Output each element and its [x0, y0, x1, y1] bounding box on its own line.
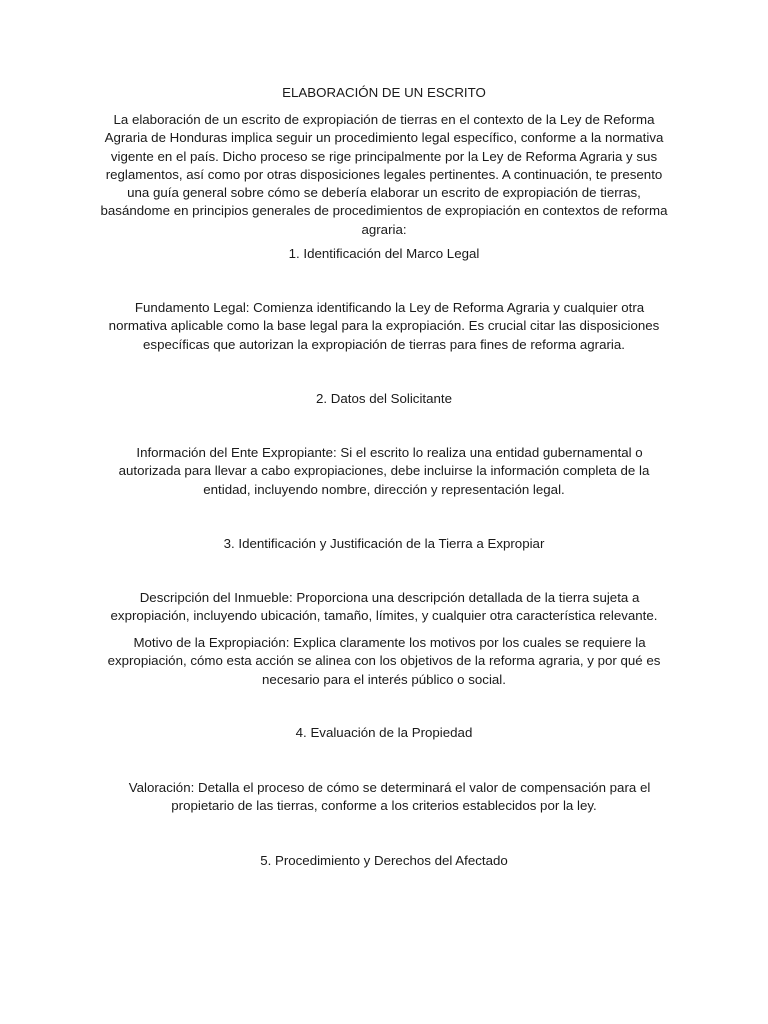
section-5-heading: 5. Procedimiento y Derechos del Afectado: [260, 853, 508, 868]
section-2-heading: 2. Datos del Solicitante: [315, 391, 452, 406]
section-1-paragraph-1: Fundamento Legal: Comienza identificando la Ley de Reforma Agraria y cualquier otra normativa aplicable como la base legal para la expropiación. Es crucial citar las disposiciones específicas que autorizan la expropiación de tierras para fines de reforma agraria.: [108, 300, 660, 352]
section-1-heading: 1. Identificación del Marco Legal: [288, 246, 480, 261]
section-3-paragraph-2: Motivo de la Expropiación: Explica claramente los motivos por los cuales se requiere la expropiación, cómo esta acción se alinea con los objetivos de la reforma agraria, y por qué es necesario para el interés público o social.: [107, 635, 661, 687]
section-4-paragraph-1: Valoración: Detalla el proceso de cómo se determinará el valor de compensación para el propietario de las tierras, conforme a los criterios establecidos por la ley.: [128, 780, 651, 814]
section-2-paragraph-1: Información del Ente Expropiante: Si el escrito lo realiza una entidad gubernamental o autorizada para llevar a cabo expropiaciones, debe incluirse la información completa de la entidad, incluyendo nombre, dirección y representación legal.: [118, 445, 650, 497]
section-3-heading: 3. Identificación y Justificación de la Tierra a Expropiar: [223, 536, 545, 551]
document-title: ELABORACIÓN DE UN ESCRITO: [282, 85, 486, 100]
intro-paragraph: La elaboración de un escrito de expropiación de tierras en el contexto de la Ley de Reforma Agraria de Honduras implica seguir un procedimiento legal específico, conforme a la normativa vigente en el país. Dicho proceso se rige principalmente por la Ley de Reforma Agraria y sus reglamentos, así como por otras disposiciones legales pertinentes. A continuación, te presento una guía general sobre cómo se debería elaborar un escrito de expropiación de tierras, basándome en principios generales de procedimientos de expropiación en contextos de reforma agraria:: [100, 112, 668, 237]
section-4-heading: 4. Evaluación de la Propiedad: [295, 725, 473, 740]
section-3-paragraph-1: Descripción del Inmueble: Proporciona una descripción detallada de la tierra sujeta a expropiación, incluyendo ubicación, tamaño, límites, y cualquier otra característica relevante.: [110, 590, 658, 624]
